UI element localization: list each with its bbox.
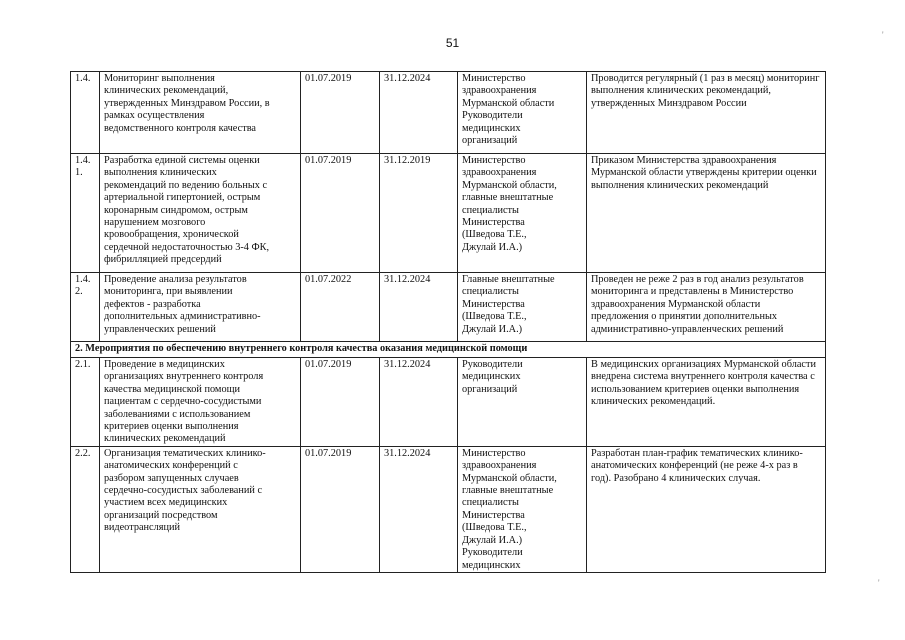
table-row bbox=[71, 446, 826, 572]
row-number: 2.2. bbox=[71, 446, 100, 572]
measure-name: Проведение в медицинских организациях внутреннего контроля качества медицинской помощи пациентам с сердечно-сосудистыми заболеваниями с использованием критериев оценки выполнения клинических рекомендаций bbox=[100, 358, 301, 447]
table-row bbox=[71, 358, 826, 447]
row-number: 2.1. bbox=[71, 358, 100, 447]
result: Приказом Министерства здравоохранения Мурманской области утверждены критерии оценки выполнения клинических рекомендаций bbox=[587, 154, 826, 273]
start-date: 01.07.2022 bbox=[301, 273, 380, 342]
row-number: 1.4. 2. bbox=[71, 273, 100, 342]
row-number: 1.4. 1. bbox=[71, 154, 100, 273]
end-date: 31.12.2024 bbox=[380, 72, 458, 154]
measure-name: Проведение анализа результатов мониторинга, при выявлении дефектов - разработка дополнительных административно- управленческих решений bbox=[100, 273, 301, 342]
result: Разработан план-график тематических клинико- анатомических конференций (не реже 4-х раз в год). Разобрано 4 клинических случая. bbox=[587, 446, 826, 572]
responsible: Министерство здравоохранения Мурманской области, главные внештатные специалисты Министерства (Шведова Т.Е., Джулай И.А.) bbox=[458, 154, 587, 273]
measures-table bbox=[70, 71, 826, 573]
responsible: Руководители медицинских организаций bbox=[458, 358, 587, 447]
end-date: 31.12.2024 bbox=[380, 446, 458, 572]
scan-speck: ' bbox=[878, 578, 880, 588]
measure-name: Организация тематических клинико- анатомических конференций с разбором запущенных случаев сердечно-сосудистых заболеваний с участием всех медицинских организаций посредством видеотрансляций bbox=[100, 446, 301, 572]
page-number: 51 bbox=[445, 36, 460, 50]
responsible: Министерство здравоохранения Мурманской области Руководители медицинских организаций bbox=[458, 72, 587, 154]
start-date: 01.07.2019 bbox=[301, 154, 380, 273]
end-date: 31.12.2024 bbox=[380, 273, 458, 342]
table-row bbox=[71, 154, 826, 273]
end-date: 31.12.2019 bbox=[380, 154, 458, 273]
start-date: 01.07.2019 bbox=[301, 358, 380, 447]
result: Проводится регулярный (1 раз в месяц) мониторинг выполнения клинических рекомендаций, утвержденных Минздравом России bbox=[587, 72, 826, 154]
measure-name: Мониторинг выполнения клинических рекомендаций, утвержденных Минздравом России, в рамках осуществления ведомственного контроля качества bbox=[100, 72, 301, 154]
section-title: 2. Мероприятия по обеспечению внутреннего контроля качества оказания медицинской помощи bbox=[71, 342, 826, 358]
responsible: Главные внештатные специалисты Министерства (Шведова Т.Е., Джулай И.А.) bbox=[458, 273, 587, 342]
table-row bbox=[71, 72, 826, 154]
end-date: 31.12.2024 bbox=[380, 358, 458, 447]
result: В медицинских организациях Мурманской области внедрена система внутреннего контроля качества с использованием критериев оценки выполнения клинических рекомендаций. bbox=[587, 358, 826, 447]
start-date: 01.07.2019 bbox=[301, 446, 380, 572]
measure-name: Разработка единой системы оценки выполнения клинических рекомендаций по ведению больных с артериальной гипертонией, острым коронарным синдромом, острым нарушением мозгового кровообращения, хронической сердечной недостаточностью 3-4 ФК, фибрилляцией предсердий bbox=[100, 154, 301, 273]
row-number: 1.4. bbox=[71, 72, 100, 154]
section-header-row bbox=[71, 342, 826, 358]
table-row bbox=[71, 273, 826, 342]
scan-speck: ' bbox=[882, 30, 884, 40]
start-date: 01.07.2019 bbox=[301, 72, 380, 154]
responsible: Министерство здравоохранения Мурманской области, главные внештатные специалисты Министерства (Шведова Т.Е., Джулай И.А.) Руководители медицинских bbox=[458, 446, 587, 572]
result: Проведен не реже 2 раз в год анализ результатов мониторинга и представлены в Министерство здравоохранения Мурманской области предложения о принятии дополнительных административно-управленческих решений bbox=[587, 273, 826, 342]
